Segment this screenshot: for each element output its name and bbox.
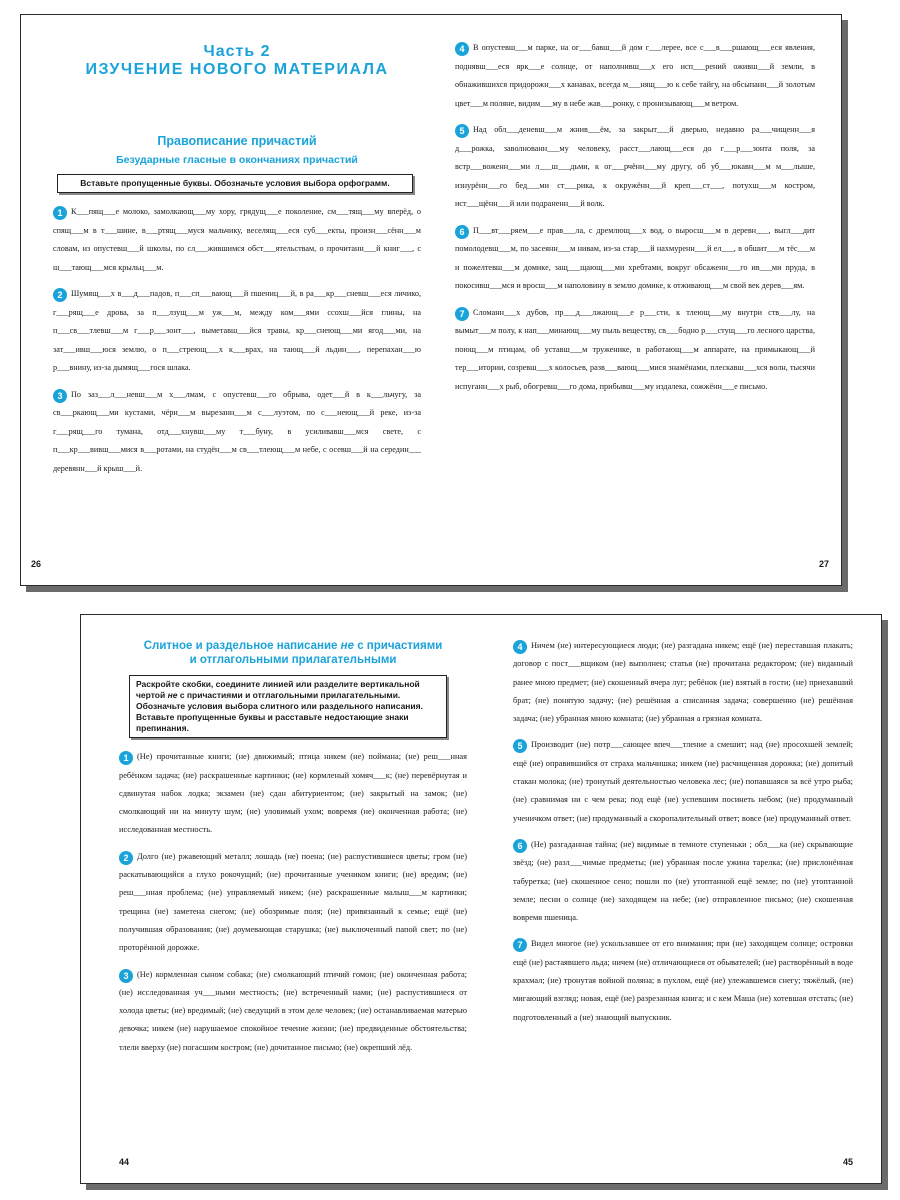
exercise-text: Шумящ___х в___д___падов, п___сп___вающ___й пшениц___й, в ра___кр___сневш___еся личико, г___рящ___е дрова, за п___лзущ___м уж___м, между ком___ями ссохш___йся глины, на п___св___тлевш___м г___р___зонт___, выметавш___йся травы, кр___снеющ___ми ягод___ми, на зат___ивш___юся землю, о п___стреющ___х к___врах, на тающ___й льдин___, перепахан___ю р___внину, из-за дымящ___гося шлака. (53, 289, 421, 373)
page-26 (21, 15, 431, 585)
exercise-2 (119, 848, 467, 958)
exercise-text: (Не) разгаданная тайна; (не) видимые в темноте ступеньки ; обл___ка (не) скрывающие звёзд; (не) разл___чимые предметы; (не) убранная после ужина тарелка; (не) прислонённая табуретка; (не) скошенное сено; пошли по (не) утоптанной ещё земле; по (не) утоптанной земле; песни о солнце (не) заходящем на небе; (не) отправленное письмо; (не) скошенная вовремя пшеница. (513, 839, 853, 923)
exercise-6 (455, 222, 815, 296)
page-44-content (119, 639, 467, 1065)
page-44 (81, 615, 481, 1183)
exercise-text: (Не) кормленная сыном собака; (не) смолкающий птичий гомон; (не) оконченная работа; (не) исследованная уч___ными местность; (не) встреченный нами; (не) распустившиеся от холода цветы; (не) вредимый; (не) сведущий в этом деле человек; (не) останавливаемая матерью девочка; никем (не) нарушаемое спокойное течение жизни; (не) предвиденные обстоятельства; тлели вверху (не) погасшим костром; (не) дочитанное письмо; (не) окрепший лёд. (119, 969, 467, 1052)
exercise-5 (455, 121, 815, 214)
exercise-text: П___вт___ряем___е прав___ла, с дремлющ___х вод, о выросш___м в деревн___, выгл___дит помолодевш___м, по засеянн___м нивам, из-за стар___й нахмуренн___й ел___, в обшит___м тёс___м и пожелтевш___м домике, защ___щающ___ми хребтами, вокруг обсаженн___го ив___ми пруда, в покосивш___мся и вросш___м наполовину в землю домике, к отживающ___м свой век дерев___ям. (455, 225, 815, 290)
textbook-spread-pages-26-27 (20, 14, 842, 586)
instruction-box (129, 675, 447, 738)
section-title-part: Слитное и раздельное написание (143, 640, 341, 652)
exercise-number-badge: 1 (53, 206, 67, 220)
exercise-text: Ничем (не) интересующиеся люди; (не) разгадана никем; ещё (не) переставшая плакать; договор с пост___вщиком (не) выполнен; статья (не) прочитана редактором; (не) виданный ранее мною предмет; (не) скошенный вчера луг; ребёнок (не) взятый в гости; (не) приехавший брат; (не) понятую задачу; (не) решённая а списанная задача; совершенно (не) решённая задача; (не) убранная мною комната; (не) убранная а грязная комната. (513, 641, 853, 724)
exercise-number-badge: 2 (119, 851, 133, 865)
exercise-2 (53, 285, 421, 378)
exercise-3 (53, 386, 421, 479)
section-title-part: с причастиями (354, 640, 443, 652)
exercise-4 (513, 637, 853, 728)
page-number: 26 (31, 559, 42, 569)
exercise-text: В опустевш___м парке, на ог___бавш___й дом г___лерее, все с___в___ршающ___еся явления, поднявш___еся ярк___е солнце, от наполнивш___х его исп___рений оживш___й земли, в обнажившихся придорожн___х канавах, всегда м___нящ___ю к себе тайгу, на обсыпанн___й золотым цвет___м поляне, видим___му в небе жав___ронку, с пронизывающ___м ветром. (455, 43, 815, 108)
exercise-text: (Не) прочитанные книги; (не) движимый; птица никем (не) поймана; (не) реш___нная ребёнком задача; (не) раскрашенные картинки; (не) кормленый хомяч___к; (не) перевёрнутая и сдвинутая набок лодка; экзамен (не) сдан абитуриентом; (не) закрытый на замок; (не) смолкающий ни на минуту шум; (не) уловимый ухом; вовремя (не) оконченная работа; (не) исследованная местность. (119, 752, 467, 835)
exercise-number-badge: 6 (513, 839, 527, 853)
exercise-6 (513, 836, 853, 927)
subsection-title: Безударные гласные в окончаниях причастий (116, 154, 358, 166)
exercise-text: Долго (не) ржавеющий металл; лошадь (не) поена; (не) распустившиеся цветы; гром (не) раскатывающийся а глухо рокочущий; (не) прочитанные учеником книги; (не) вредим; (не) реш___нная проблема; (не) управляемый никем; (не) раскрашенные малыш___м картинки; трещина (не) заметена снегом; (не) обозримые поля; (не) привязанный к семье; ещё (не) получившая образования; (не) доумевающая старушка; (не) выключенный папой свет; по (не) проторённой дорожке. (119, 851, 467, 953)
section-title (119, 639, 467, 667)
exercise-number-badge: 5 (513, 739, 527, 753)
exercise-5 (513, 736, 853, 827)
exercise-1 (119, 748, 467, 839)
page-number: 27 (818, 559, 829, 569)
instruction-part: Раскройте скобки, соедините линией или разделите вертикальной чертой (136, 679, 420, 701)
instruction-emphasis: не (167, 690, 178, 701)
exercise-text: Видел многое (не) ускользавшее от его внимания; при (не) заходящем солнце; островки ещё (не) растаявшего льда; ничем (не) отличающиеся от обывателей; (не) растворённый в воде крахмал; (не) тронутая войной поляна; в пухлом, ещё (не) улежавшемся снегу; тяжёлый, (не) мигающий взгляд; новая, ещё (не) разрезанная книга; и с кем Маша (не) хотевшая отстать; (не) подготовленный а (не) знающий выпускник. (513, 939, 853, 1022)
exercise-7 (455, 304, 815, 397)
exercise-4 (455, 39, 815, 113)
page-number: 44 (119, 1157, 130, 1167)
section-title-emphasis: не (340, 640, 354, 652)
exercise-number-badge: 6 (455, 225, 469, 239)
exercise-text: Над обл___деневш___м жнив___ём, за закрыт___й дверью, недавно ра___чищенн___я д___рожка, заволнованн___му человеку, расст___лающ___еся до г___р___зонта поля, за встр___воженн___ми л___ш___дьми, к ог___рчённ___му другу, об уб___юкавн___м м___лыше, изнурённ___го бед___ми ст___рика, к окружённ___й креп___ст___, потухш___м костром, ист___щённ___й или подраненн___й волк. (455, 125, 815, 208)
page-27 (431, 15, 841, 585)
section-title-line2: и отглагольными прилагательными (189, 654, 397, 666)
page-27-content (455, 39, 815, 404)
exercise-number-badge: 3 (119, 969, 133, 983)
exercise-text: Сломанн___х дубов, пр___д___лжающ___е р___сти, к тлеющ___му внутри ств___лу, на вымыт___м полу, к нап___минающ___му пыль веществу, св___бодно р___стущ___го лесного царства, поющ___м птицам, об уставш___м труженике, в работающ___м аппарате, на примыкающ___й тер___итории, созревш___х колосьев, разв___вающ___мися знамёнами, плескавш___хся волн, тысячи испуганн___х рыб, обогревш___го дома, прибывш___му издалека, сожжённ___е письмо. (455, 307, 815, 391)
exercise-number-badge: 7 (455, 307, 469, 321)
exercise-text: К___пящ___е молоко, замолкающ___му хору, грядущ___е поколение, см___тящ___му вперёд, о спящ___м в т___шине, в___ртящ___муся мальчику, веселящ___еся суб___екты, произн___сённ___м словам, из опустевш___й школы, по сл___жившимся обст___ятельствам, о прочитанн___й книг___, с ш___тающ___мся крыльц___м. (53, 207, 421, 272)
exercise-text: Производит (не) потр___сающее впеч___тление а смешит; над (не) просохшей землей; ещё (не) оправившийся от страха мальчишка; никем (не) расчищенная дорожка; (не) допитый стакан молока; (не) тронутый деятельностью человека лес; (не) попавшаяся за всё утро рыба; (не) сравнимая ни с чем река; под ещё (не) успевшим посинеть небом; (не) продуманный ученичком ответ; (не) продуманный а скоропалительный ответ; вовсе (не) продуманный ответ. (513, 740, 853, 823)
page-number: 45 (842, 1157, 853, 1167)
part-title: ИЗУЧЕНИЕ НОВОГО МАТЕРИАЛА (85, 61, 389, 78)
exercise-3 (119, 966, 467, 1057)
page-45-content (513, 637, 853, 1035)
part-number: Часть 2 (203, 43, 271, 60)
page-26-content (53, 43, 421, 486)
exercise-number-badge: 4 (455, 42, 469, 56)
page-45 (481, 615, 881, 1183)
exercise-number-badge: 3 (53, 389, 67, 403)
instruction-box: Вставьте пропущенные буквы. Обозначьте условия выбора орфограмм. (57, 174, 413, 193)
section-title: Правописание причастий (157, 134, 317, 148)
exercise-7 (513, 935, 853, 1026)
instruction-part: с причастиями и отглагольными прилагательными. Обозначьте условия выбора слитного или раздельного написания. Вставьте пропущенные буквы и расставьте недостающие знаки препинания. (136, 690, 423, 734)
exercise-number-badge: 4 (513, 640, 527, 654)
exercise-number-badge: 1 (119, 751, 133, 765)
exercise-number-badge: 2 (53, 288, 67, 302)
textbook-spread-pages-44-45 (80, 614, 882, 1184)
exercise-text: По заз___л___невш___м х___лмам, с опустевш___го обрыва, одет___й в к___льчугу, за св___ркающ___ми кустами, чёрн___м вырезанн___м с___луэтом, по с___неющ___й реке, из-за г___рящ___го тумана, отд___хнувш___му т___буну, в усиливавш___мся свете, с п___кр___вивш___мися в___ротами, на студён___м св___тлеющ___м небе, с осевш___й на середин___ деревянн___й крыш___й. (53, 389, 421, 473)
exercise-1 (53, 203, 421, 277)
exercise-number-badge: 7 (513, 938, 527, 952)
exercise-number-badge: 5 (455, 124, 469, 138)
